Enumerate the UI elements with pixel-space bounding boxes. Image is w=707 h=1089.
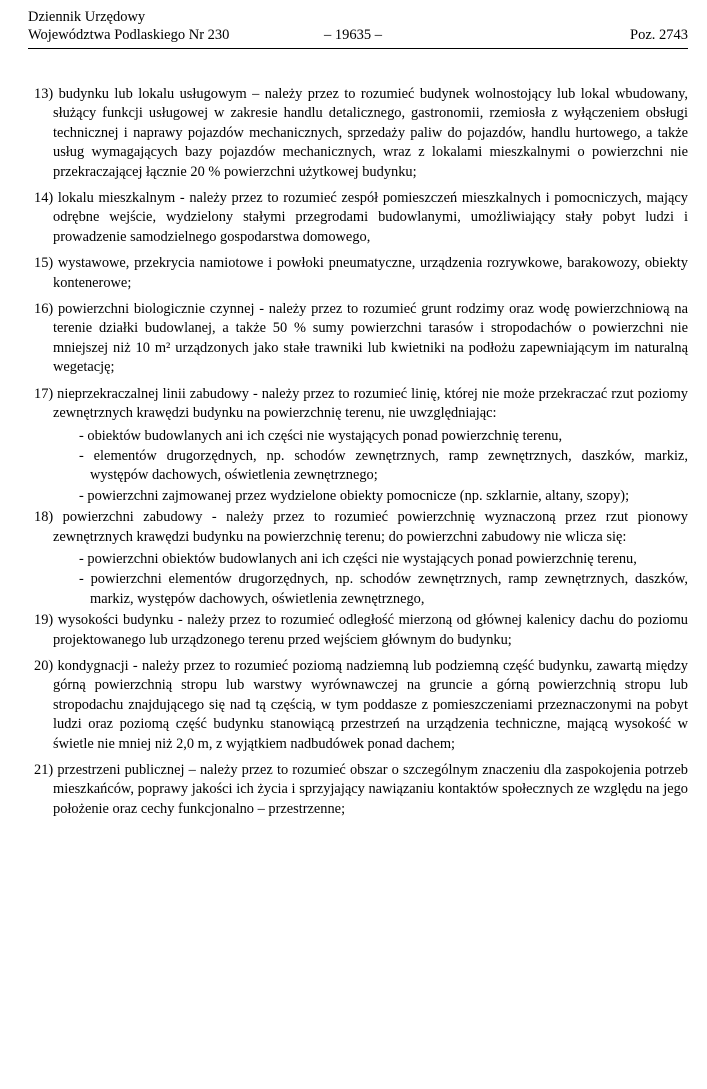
definition-item bbox=[34, 611, 688, 650]
definition-text: 21) przestrzeni publicznej – należy przez to rozumieć obszar o szczególnym znaczeniu dla zaspokojenia potrzeb mieszkańców, poprawy jakości ich życia i sprzyjający nawiązaniu kontaktów społecznych ze względu na jego położenie oraz cechy funkcjonalno – przestrzenne; bbox=[34, 762, 688, 817]
exclusion-item: - elementów drugorzędnych, np. schodów zewnętrznych, ramp zewnętrznych, daszków, markiz, występów dachowych, oświetlenia zewnętrznego; bbox=[79, 447, 688, 484]
definition-text: 18) powierzchni zabudowy - należy przez to rozumieć powierzchnię wyznaczoną przez rzut pionowy zewnętrznych krawędzi budynku na powierzchnię terenu; do powierzchni zabudowy nie wlicza się: bbox=[34, 509, 688, 545]
exclusion-list bbox=[34, 550, 688, 609]
header-line-2 bbox=[28, 26, 688, 44]
definition-item bbox=[34, 189, 688, 247]
definition-text: 15) wystawowe, przekrycia namiotowe i powłoki pneumatyczne, urządzenia rozrywkowe, barakowozy, obiekty kontenerowe; bbox=[34, 255, 688, 291]
exclusion-item: - powierzchni obiektów budowlanych ani ich części nie wystających ponad powierzchnię terenu, bbox=[79, 550, 637, 567]
journal-title: Dziennik Urzędowy bbox=[28, 9, 146, 25]
position-number: Poz. 2743 bbox=[630, 27, 688, 43]
exclusion-item: - powierzchni zajmowanej przez wydzielone obiekty pomocnicze (np. szklarnie, altany, szopy); bbox=[79, 487, 630, 504]
definition-text: 16) powierzchni biologicznie czynnej - należy przez to rozumieć grunt rodzimy oraz wodę powierzchniową na terenie działki budowlanej, a także 50 % sumy powierzchni tarasów i stropodachów o powierzchni nie mniejszej niż 10 m² urządzonych jako stałe trawniki lub kwietniki na podłożu zapewniającym im naturalną wegetację; bbox=[34, 301, 688, 376]
exclusion-item: - powierzchni elementów drugorzędnych, np. schodów zewnętrznych, ramp zewnętrznych, daszków, markiz, występów dachowych, oświetlenia zewnętrznego, bbox=[79, 571, 688, 607]
definition-item bbox=[34, 508, 688, 609]
definition-item bbox=[34, 85, 688, 182]
definition-text: 19) wysokości budynku - należy przez to rozumieć odległość mierzoną od głównej kalenicy dachu do poziomu projektowanego lub urządzonego terenu przed wejściem głównym do budynku; bbox=[34, 612, 688, 648]
definition-text: 14) lokalu mieszkalnym - należy przez to rozumieć zespół pomieszczeń mieszkalnych i pomocniczych, mający odrębne wejście, wydzielony stałymi przegrodami budowlanymi, umożliwiający stały pobyt ludzi i prowadzenie samodzielnego gospodarstwa domowego, bbox=[34, 190, 688, 245]
journal-issue: Województwa Podlaskiego Nr 230 bbox=[28, 27, 230, 43]
definition-item bbox=[34, 657, 688, 754]
definition-item bbox=[34, 300, 688, 378]
definition-text: 20) kondygnacji - należy przez to rozumieć poziomą nadziemną lub podziemną część budynku, zawartą między górną powierzchnią stropu lub warstwy wyrównawczej na gruncie a górną powierzchnią stropu lub stropodachu znajdującego się nad tą częścią, w tym poddasze z pomieszczeniami przeznaczonymi na pobyt ludzi oraz poziomą część budynku stanowiącą przestrzeń na urządzenia techniczne, mającą wysokość w świetle nie mniej niż 2,0 m, z wyjątkiem nadbudówek ponad dachem; bbox=[34, 657, 688, 752]
definition-item bbox=[34, 385, 688, 506]
definition-item bbox=[34, 254, 688, 293]
exclusion-list bbox=[34, 427, 688, 507]
header-rule bbox=[28, 48, 688, 49]
exclusion-item: - obiektów budowlanych ani ich części nie wystających ponad powierzchnię terenu, bbox=[79, 427, 563, 444]
definition-text: 13) budynku lub lokalu usługowym – należy przez to rozumieć budynek wolnostojący lub lokal wbudowany, służący funkcji usługowej w zakresie handlu detalicznego, gastronomii, rzemiosła z wyłączeniem obsługi technicznej i naprawy pojazdów mechanicznych, sprzedaży paliw do pojazdów, handlu hurtowego, a także usług wymagających bazy pojazdów mechanicznych, wraz z lokalami mieszkalnymi o powierzchni nie przekraczającej łącznie 20 % powierzchni użytkowej budynku; bbox=[34, 86, 688, 180]
page-header bbox=[28, 8, 688, 44]
page-number: – 19635 – bbox=[324, 27, 382, 43]
document-body bbox=[34, 85, 688, 826]
definition-item bbox=[34, 761, 688, 819]
definition-text: 17) nieprzekraczalnej linii zabudowy - należy przez to rozumieć linię, której nie może przekraczać rzut poziomy zewnętrznych krawędzi budynku na powierzchnię terenu, nie uwzględniając: bbox=[34, 385, 688, 422]
